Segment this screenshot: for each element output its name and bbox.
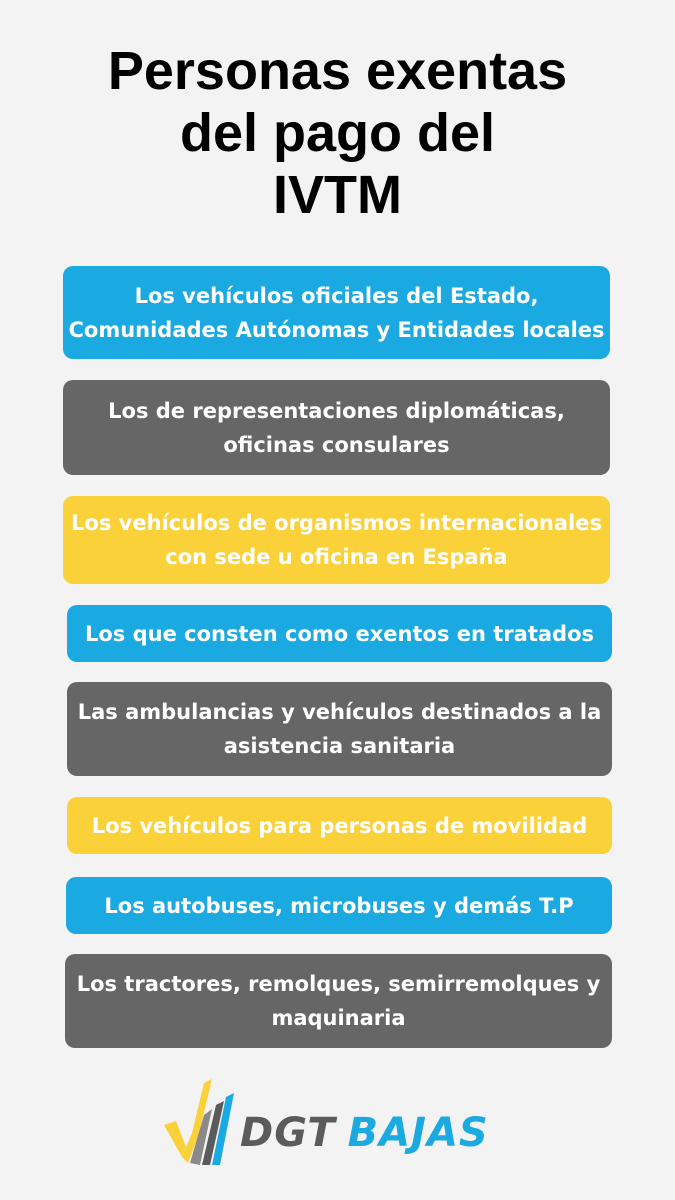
logo-text-dgt: DGT [240, 1110, 336, 1156]
title-line-3: IVTM [273, 165, 402, 225]
exemption-item-diplomatic [63, 380, 610, 475]
item-text-line: Las ambulancias y vehículos destinados a la [77, 700, 602, 724]
exemption-item-treaties [67, 605, 612, 662]
exemption-item-ambulances [67, 682, 612, 776]
item-text-line: con sede u oficina en España [165, 545, 508, 569]
item-text-line: Los que consten como exentos en tratados [84, 621, 594, 646]
item-text-line: Los de representaciones diplomáticas, [108, 398, 565, 423]
item-text-line: Los vehículos de organismos internacionales [71, 511, 602, 535]
exemption-item-buses [66, 877, 612, 934]
item-text-line: asistencia sanitaria [223, 734, 456, 758]
exemption-item-international-organizations [63, 496, 610, 584]
exemption-item-official-vehicles [63, 266, 610, 359]
item-text-line: Comunidades Autónomas y Entidades locales [68, 317, 605, 342]
item-text-line: Los tractores, remolques, semirremolques y [76, 972, 601, 996]
exemption-item-tractors [65, 954, 612, 1048]
item-text-line: Los autobuses, microbuses y demás T.P [104, 893, 574, 918]
page-title [0, 40, 675, 226]
logo-text-bajas: BAJAS [347, 1110, 489, 1156]
title-line-2: del pago del [179, 103, 496, 163]
logo-wordmark [240, 1109, 489, 1157]
item-text-line: Los vehículos oficiales del Estado, [134, 283, 539, 308]
item-text-line: Los vehículos para personas de movilidad [91, 813, 588, 838]
item-text-line: maquinaria [271, 1006, 406, 1030]
title-line-1: Personas exentas [107, 41, 568, 101]
item-text-line: oficinas consulares [223, 432, 450, 457]
dgt-bajas-logo [160, 1075, 520, 1170]
exemption-item-reduced-mobility [67, 797, 612, 854]
checkmark-stripes-logo-icon [160, 1075, 250, 1170]
